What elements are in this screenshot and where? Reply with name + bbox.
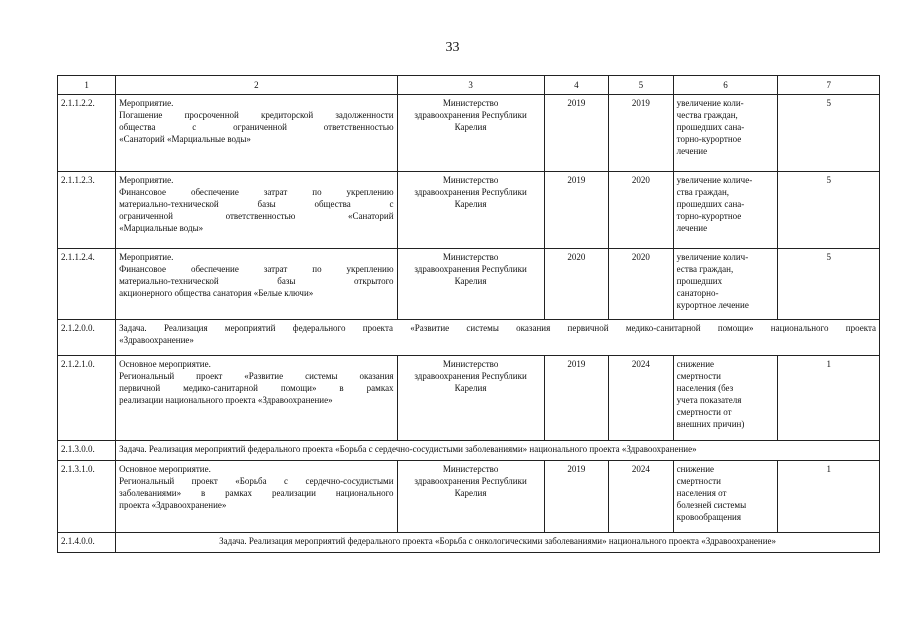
table-row	[58, 461, 880, 533]
result-line: населения (без	[676, 383, 734, 393]
indicator-link: 1	[778, 356, 880, 441]
year-start: 2019	[544, 172, 609, 249]
task-description	[116, 533, 880, 553]
year-start: 2019	[544, 356, 609, 441]
task-line: Задача. Реализация мероприятий федерального проекта «Развитие системы оказания первичной медико-санитарной помощи» национального проекта	[119, 323, 876, 333]
name-line: проекта «Здравоохранение»	[119, 500, 227, 510]
result-line: населения от	[676, 488, 727, 498]
org-line: Карелия	[454, 383, 487, 393]
indicator-link: 5	[778, 172, 880, 249]
result-line: внешних причин)	[676, 419, 745, 429]
name-line: реализации национального проекта «Здравоохранение»	[119, 395, 333, 405]
table-row	[58, 95, 880, 172]
result-line: снижение	[676, 359, 715, 369]
name-line: «Марциальные воды»	[119, 223, 204, 233]
result-line: прошедших сана-	[676, 199, 745, 209]
responsible-org	[397, 249, 544, 320]
result-line: санаторно-	[676, 288, 719, 298]
result-line: кровообращения	[676, 512, 742, 522]
org-line: Карелия	[454, 199, 487, 209]
result-line: увеличение колич-	[676, 252, 749, 262]
result-line: торно-курортное	[676, 211, 742, 221]
year-end: 2019	[609, 95, 674, 172]
task-description	[116, 441, 880, 461]
org-line: Министерство	[442, 464, 499, 474]
column-number: 1	[58, 76, 116, 95]
org-line: здравоохранения Республики	[414, 110, 527, 120]
name-line: первичной медико-санитарной помощи» в рамках	[119, 383, 394, 393]
year-start: 2019	[544, 461, 609, 533]
name-line: материально-технической базы открытого	[119, 276, 394, 286]
row-code: 2.1.3.1.0.	[58, 461, 116, 533]
year-end: 2024	[609, 461, 674, 533]
name-line: «Санаторий «Марциальные воды»	[119, 134, 251, 144]
name-line: Мероприятие.	[119, 252, 174, 262]
name-line: Погашение просроченной кредиторской задолженности	[119, 110, 394, 120]
org-line: Министерство	[442, 175, 499, 185]
result-line: лечение	[676, 223, 708, 233]
result-line: прошедших	[676, 276, 723, 286]
org-line: Министерство	[442, 252, 499, 262]
result-line: увеличение коли-	[676, 98, 744, 108]
org-line: здравоохранения Республики	[414, 187, 527, 197]
name-line: заболеваниями» в рамках реализации национального	[119, 488, 394, 498]
org-line: Министерство	[442, 98, 499, 108]
expected-result	[673, 461, 778, 533]
expected-result	[673, 249, 778, 320]
measure-name	[116, 461, 397, 533]
org-line: здравоохранения Республики	[414, 264, 527, 274]
year-end: 2020	[609, 172, 674, 249]
result-line: чества граждан,	[676, 110, 738, 120]
program-table	[57, 75, 880, 553]
row-code: 2.1.3.0.0.	[58, 441, 116, 461]
result-line: увеличение количе-	[676, 175, 753, 185]
name-line: Финансовое обеспечение затрат по укреплению	[119, 187, 394, 197]
expected-result	[673, 356, 778, 441]
responsible-org	[397, 172, 544, 249]
result-line: смертности	[676, 371, 721, 381]
responsible-org	[397, 356, 544, 441]
column-number: 7	[778, 76, 880, 95]
name-line: Мероприятие.	[119, 175, 174, 185]
name-line: общества с ограниченной ответственностью	[119, 122, 394, 132]
result-line: учета показателя	[676, 395, 742, 405]
measure-name	[116, 356, 397, 441]
task-line: Задача. Реализация мероприятий федерального проекта «Борьба с сердечно-сосудистыми заболеваниями» национального проекта «Здравоохранение»	[119, 444, 697, 454]
column-number: 5	[609, 76, 674, 95]
result-line: курортное лечение	[676, 300, 749, 310]
column-number: 6	[673, 76, 778, 95]
indicator-link: 1	[778, 461, 880, 533]
name-line: Основное мероприятие.	[119, 359, 211, 369]
table-row	[58, 356, 880, 441]
name-line: Региональный проект «Борьба с сердечно-сосудистыми	[119, 476, 394, 486]
table-row	[58, 172, 880, 249]
result-line: ства граждан,	[676, 187, 730, 197]
name-line: Финансовое обеспечение затрат по укреплению	[119, 264, 394, 274]
result-line: прошедших сана-	[676, 122, 745, 132]
row-code: 2.1.1.2.3.	[58, 172, 116, 249]
indicator-link: 5	[778, 95, 880, 172]
column-number: 4	[544, 76, 609, 95]
task-row	[58, 320, 880, 356]
year-start: 2019	[544, 95, 609, 172]
name-line: ограниченной ответственностью «Санаторий	[119, 211, 394, 221]
org-line: Карелия	[454, 488, 487, 498]
table-row	[58, 249, 880, 320]
name-line: Основное мероприятие.	[119, 464, 211, 474]
measure-name	[116, 249, 397, 320]
measure-name	[116, 95, 397, 172]
name-line: Мероприятие.	[119, 98, 174, 108]
result-line: смертности	[676, 476, 721, 486]
org-line: здравоохранения Республики	[414, 476, 527, 486]
year-start: 2020	[544, 249, 609, 320]
name-line: акционерного общества санатория «Белые ключи»	[119, 288, 314, 298]
org-line: Министерство	[442, 359, 499, 369]
task-row	[58, 441, 880, 461]
name-line: Региональный проект «Развитие системы оказания	[119, 371, 394, 381]
result-line: торно-курортное	[676, 134, 742, 144]
row-code: 2.1.4.0.0.	[58, 533, 116, 553]
indicator-link: 5	[778, 249, 880, 320]
page-number: 33	[445, 40, 460, 55]
responsible-org	[397, 95, 544, 172]
row-code: 2.1.2.1.0.	[58, 356, 116, 441]
task-line: Задача. Реализация мероприятий федерального проекта «Борьба с онкологическими заболеваниями» национального проекта «Здравоохранение»	[219, 536, 777, 546]
result-line: ества граждан,	[676, 264, 734, 274]
result-line: смертности от	[676, 407, 732, 417]
org-line: здравоохранения Республики	[414, 371, 527, 381]
column-number-row	[58, 76, 880, 95]
org-line: Карелия	[454, 122, 487, 132]
result-line: болезней системы	[676, 500, 747, 510]
expected-result	[673, 172, 778, 249]
org-line: Карелия	[454, 276, 487, 286]
measure-name	[116, 172, 397, 249]
year-end: 2024	[609, 356, 674, 441]
year-end: 2020	[609, 249, 674, 320]
result-line: лечение	[676, 146, 708, 156]
task-description	[116, 320, 880, 356]
task-row	[58, 533, 880, 553]
responsible-org	[397, 461, 544, 533]
name-line: материально-технической базы общества с	[119, 199, 394, 209]
row-code: 2.1.2.0.0.	[58, 320, 116, 356]
expected-result	[673, 95, 778, 172]
column-number: 2	[116, 76, 397, 95]
row-code: 2.1.1.2.4.	[58, 249, 116, 320]
column-number: 3	[397, 76, 544, 95]
row-code: 2.1.1.2.2.	[58, 95, 116, 172]
result-line: снижение	[676, 464, 715, 474]
task-line: «Здравоохранение»	[119, 335, 194, 345]
